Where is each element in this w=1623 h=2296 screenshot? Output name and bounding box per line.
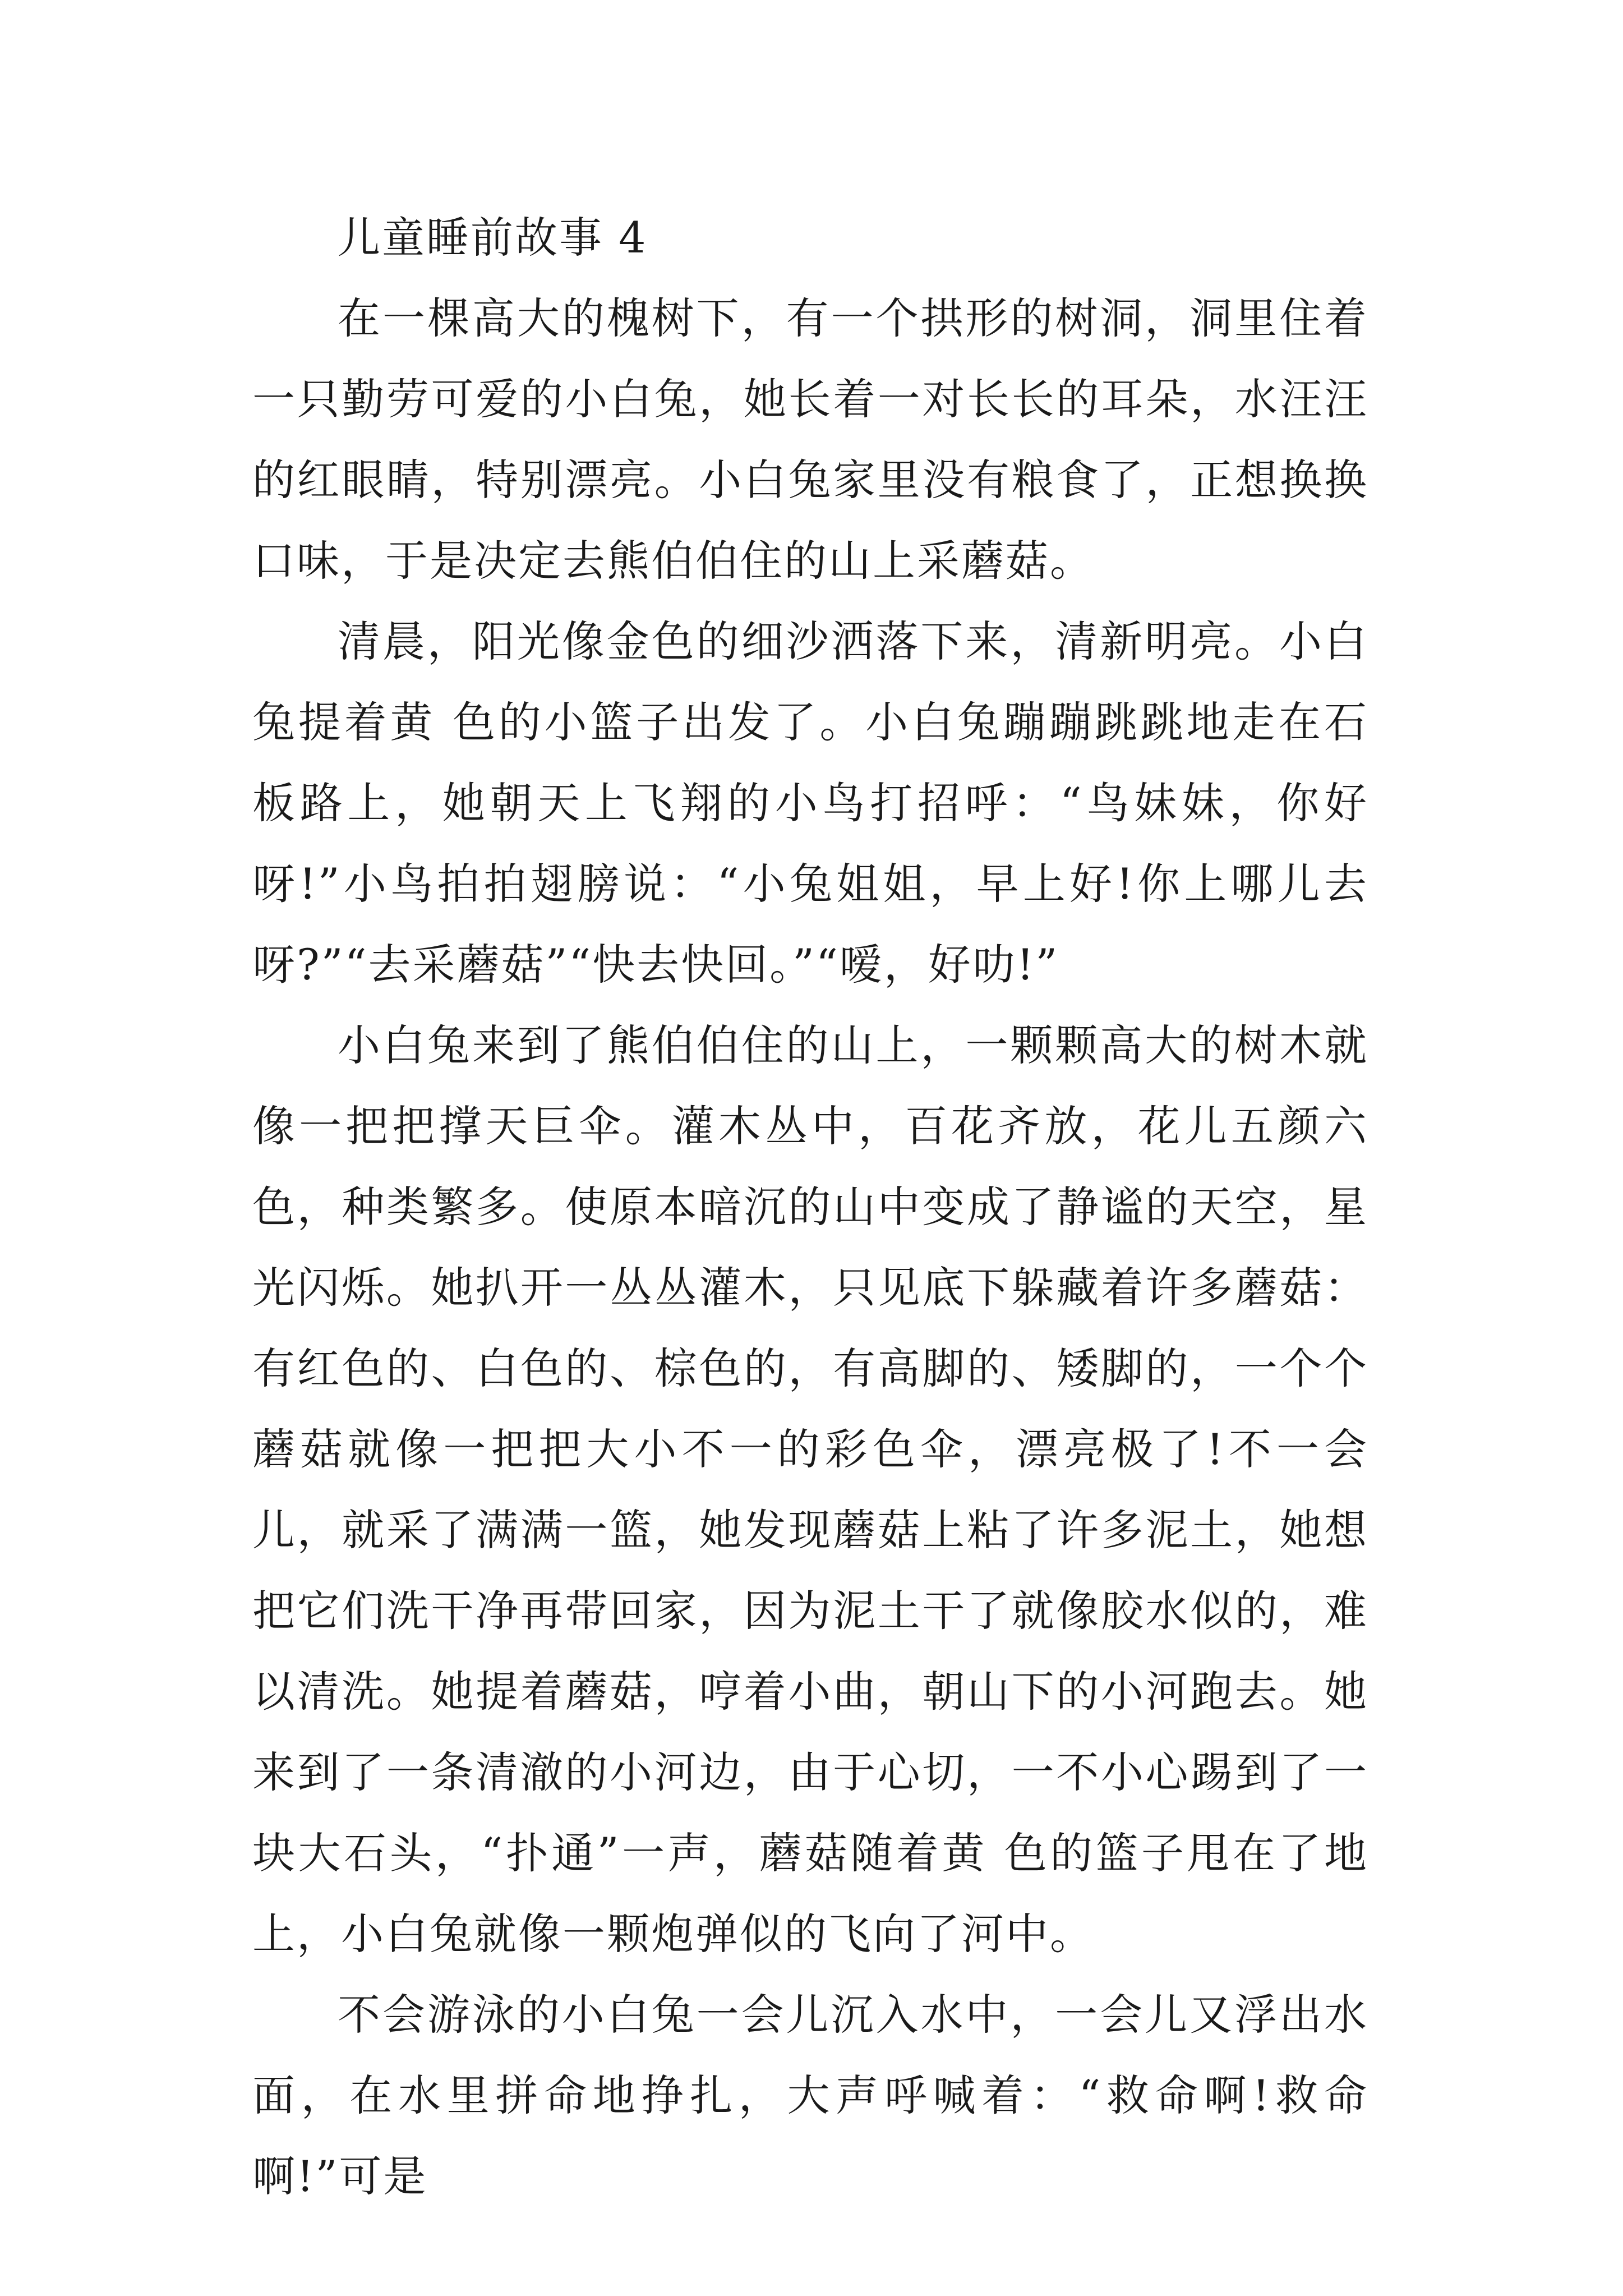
document-body	[252, 197, 1368, 2217]
story-title: 儿童睡前故事 4	[338, 213, 648, 263]
paragraph-2: 清晨，阳光像金色的细沙洒落下来，清新明亮。小白兔提着黄 色的小篮子出发了。小白兔蹦蹦跳跳地走在石板路上，她朝天上飞翔的小鸟打招呼：“鸟妹妹，你好呀!”小鸟拍拍翅膀说：“小兔姐姐，早上好!你上哪儿去呀?”“去采蘑菇”“快去快回。”“嗳，好叻!”	[252, 616, 1368, 990]
paragraph-1: 在一棵高大的槐树下，有一个拱形的树洞，洞里住着一只勤劳可爱的小白兔，她长着一对长长的耳朵，水汪汪的红眼睛，特别漂亮。小白兔家里没有粮食了，正想换换口味，于是决定去熊伯伯住的山上采蘑菇。	[252, 293, 1368, 586]
paragraph-3: 小白兔来到了熊伯伯住的山上，一颗颗高大的树木就像一把把撑天巨伞。灌木丛中，百花齐放，花儿五颜六色，种类繁多。使原本暗沉的山中变成了静谧的天空，星光闪烁。她扒开一丛丛灌木，只见底下躲藏着许多蘑菇：有红色的、白色的、棕色的，有高脚的、矮脚的，一个个蘑菇就像一把把大小不一的彩色伞，漂亮极了!不一会儿，就采了满满一篮，她发现蘑菇上粘了许多泥土，她想把它们洗干净再带回家，因为泥土干了就像胶水似的，难以清洗。她提着蘑菇，哼着小曲，朝山下的小河跑去。她来到了一条清澈的小河边，由于心切，一不小心踢到了一块大石头，“扑通”一声，蘑菇随着黄 色的篮子甩在了地上，小白兔就像一颗炮弹似的飞向了河中。	[252, 1020, 1368, 1959]
paragraph-4: 不会游泳的小白兔一会儿沉入水中，一会儿又浮出水面，在水里拼命地挣扎，大声呼喊着：“救命啊!救命啊!”可是	[252, 1990, 1368, 2201]
